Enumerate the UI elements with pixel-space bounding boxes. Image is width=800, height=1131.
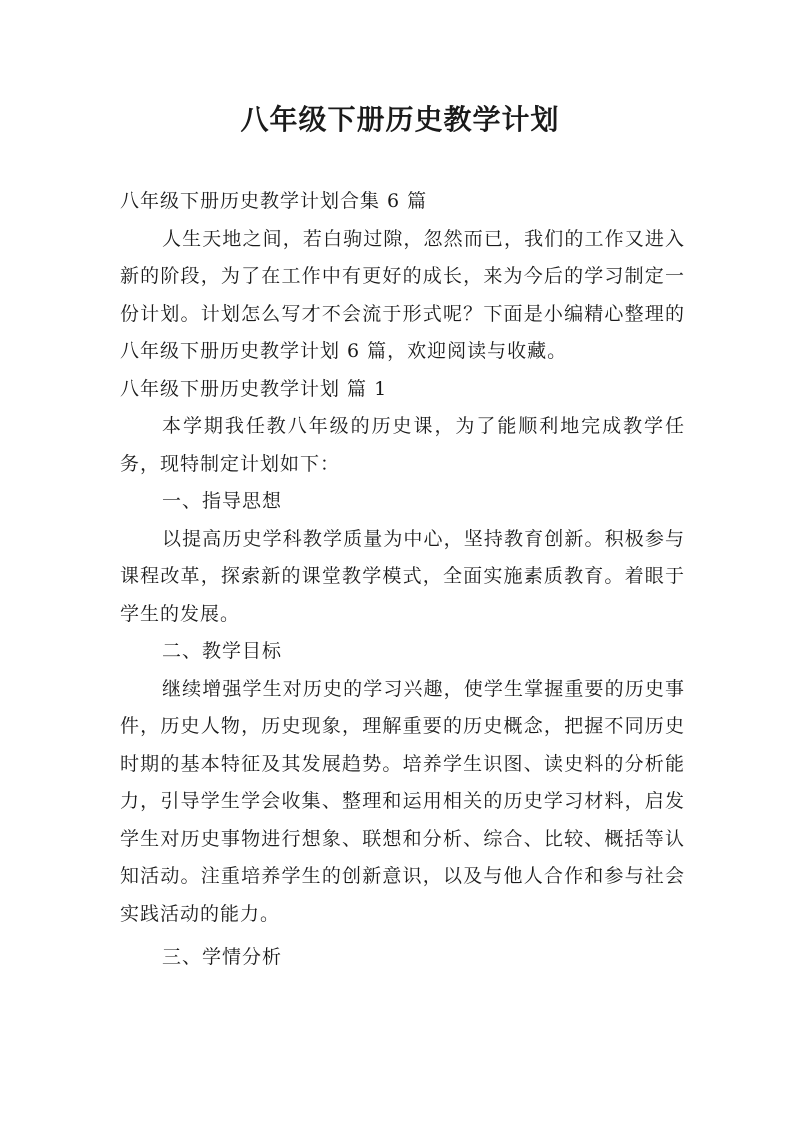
heading-guiding-ideology: 一、指导思想: [162, 490, 283, 512]
guiding-ideology-paragraph: 以提高历史学科教学质量为中心，坚持教育创新。积极参与课程改革，探索新的课堂教学模式，全面实施素质教育。着眼于学生的发展。: [120, 527, 685, 625]
teaching-goals-paragraph: 继续增强学生对历史的学习兴趣，使学生掌握重要的历史事件，历史人物，历史现象，理解重要的历史概念，把握不同历史时期的基本特征及其发展趋势。培养学生识图、读史料的分析能力，引导学生学会收集、整理和运用相关的历史学习材料，启发学生对历史事物进行想象、联想和分析、综合、比较、概括等认知活动。注重培养学生的创新意识，以及与他人合作和参与社会实践活动的能力。: [120, 677, 685, 925]
opening-paragraph: 本学期我任教八年级的历史课，为了能顺利地完成教学任务，现特制定计划如下：: [120, 415, 685, 475]
intro-paragraph: 人生天地之间，若白驹过隙，忽然而已，我们的工作又进入新的阶段，为了在工作中有更好的成长，来为今后的学习制定一份计划。计划怎么写才不会流于形式呢？下面是小编精心整理的八年级下册历史教学计划 6 篇，欢迎阅读与收藏。: [120, 227, 685, 362]
collection-subtitle: 八年级下册历史教学计划合集 6 篇: [120, 190, 428, 212]
document-body: [120, 183, 685, 977]
heading-teaching-goals: 二、教学目标: [162, 640, 283, 662]
document-title: 八年级下册历史教学计划: [240, 103, 560, 136]
section-heading-part-1: 八年级下册历史教学计划 篇 1: [120, 377, 388, 400]
heading-student-analysis: 三、学情分析: [162, 946, 283, 968]
